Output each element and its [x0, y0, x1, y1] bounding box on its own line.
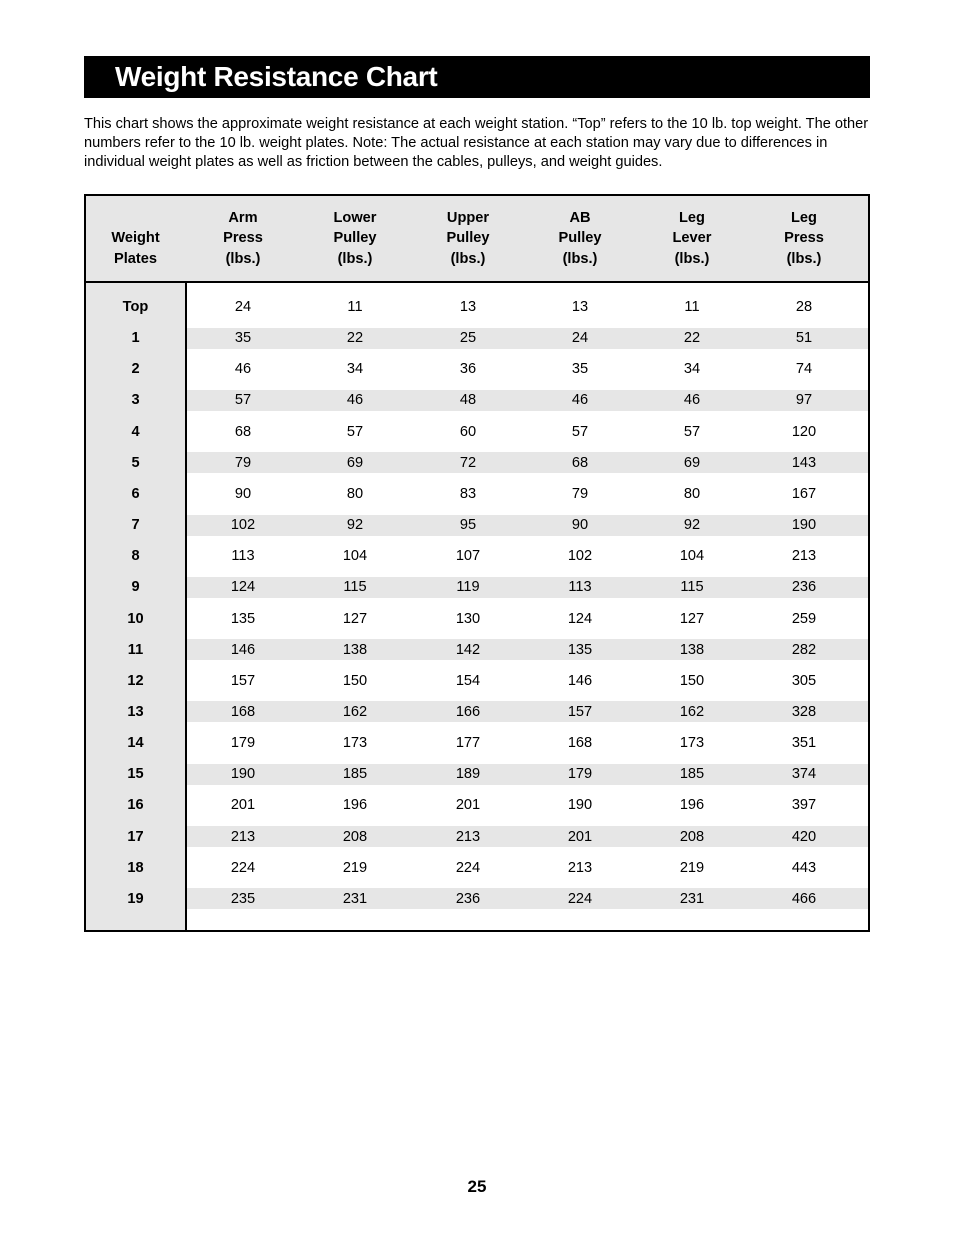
table-cell: 124 — [567, 610, 593, 627]
table-cell: 80 — [683, 485, 701, 502]
table-cell: 34 — [346, 361, 364, 378]
table-cell: 213 — [455, 828, 481, 845]
table-cell: 466 — [791, 890, 817, 907]
table-cell: 146 — [567, 672, 593, 689]
table-cell: 135 — [230, 610, 256, 627]
table-cell: 127 — [679, 610, 705, 627]
table-cell: 79 — [571, 485, 589, 502]
table-cell: 190 — [230, 766, 256, 783]
plate-count-label: 15 — [127, 766, 144, 783]
table-cell: 143 — [791, 454, 817, 471]
table-cell: 22 — [683, 330, 701, 347]
plate-count-label: 11 — [127, 641, 144, 658]
table-cell: 219 — [342, 859, 368, 876]
page-title: Weight Resistance Chart — [115, 61, 438, 92]
plate-count-label: 13 — [127, 703, 144, 720]
table-cell: 46 — [683, 392, 701, 409]
table-cell: 57 — [683, 423, 701, 440]
table-cell: 179 — [567, 766, 593, 783]
table-cell: 11 — [347, 299, 363, 315]
table-cell: 115 — [680, 579, 704, 596]
plate-count-label: 17 — [127, 828, 144, 845]
table-cell: 119 — [456, 579, 480, 596]
table-cell: 173 — [342, 735, 368, 752]
table-cell: 28 — [795, 299, 813, 315]
table-cell: 69 — [683, 454, 701, 471]
table-cell: 213 — [567, 859, 593, 876]
table-cell: 124 — [230, 579, 256, 596]
table-cell: 179 — [230, 735, 256, 752]
table-cell: 173 — [679, 735, 705, 752]
table-cell: 162 — [679, 703, 705, 720]
table-cell: 150 — [679, 672, 705, 689]
header-line: (lbs.) — [225, 250, 261, 267]
table-cell: 420 — [791, 828, 817, 845]
table-cell: 157 — [567, 703, 593, 720]
table-cell: 92 — [346, 517, 364, 534]
table-cell: 190 — [791, 517, 817, 534]
table-cell: 213 — [230, 828, 256, 845]
table-cell: 95 — [459, 517, 477, 534]
header-line: Pulley — [558, 230, 602, 247]
table-cell: 46 — [346, 392, 364, 409]
table-cell: 397 — [791, 797, 817, 814]
table-cell: 351 — [791, 735, 817, 752]
table-cell: 162 — [342, 703, 368, 720]
table-cell: 107 — [455, 548, 481, 565]
plate-count-label: Top — [122, 299, 149, 315]
table-cell: 219 — [679, 859, 705, 876]
table-cell: 51 — [795, 330, 813, 347]
table-cell: 113 — [231, 548, 255, 565]
table-cell: 236 — [455, 890, 481, 907]
table-cell: 60 — [459, 423, 477, 440]
table-cell: 185 — [679, 766, 705, 783]
column-header — [418, 196, 518, 281]
table-cell: 46 — [571, 392, 589, 409]
table-cell: 443 — [791, 859, 817, 876]
table-cell: 142 — [455, 641, 481, 658]
header-line: Pulley — [333, 230, 377, 247]
table-cell: 259 — [791, 610, 817, 627]
table-cell: 224 — [455, 859, 481, 876]
table-cell: 102 — [230, 517, 256, 534]
plate-count-label: 2 — [131, 361, 140, 378]
header-line: Leg — [791, 209, 817, 226]
table-cell: 11 — [684, 299, 700, 315]
table-cell: 74 — [795, 361, 813, 378]
table-cell: 146 — [230, 641, 256, 658]
table-cell: 196 — [679, 797, 705, 814]
table-cell: 80 — [346, 485, 364, 502]
table-cell: 72 — [459, 454, 477, 471]
table-cell: 57 — [346, 423, 364, 440]
table-cell: 79 — [234, 454, 252, 471]
table-cell: 36 — [459, 361, 477, 378]
table-cell: 13 — [571, 299, 589, 315]
table-cell: 46 — [234, 361, 252, 378]
table-cell: 24 — [234, 299, 252, 315]
plate-count-label: 19 — [127, 890, 144, 907]
table-cell: 213 — [791, 548, 817, 565]
table-cell: 224 — [567, 890, 593, 907]
table-cell: 138 — [342, 641, 368, 658]
header-line: Weight — [111, 230, 160, 246]
plate-count-label: 16 — [127, 797, 144, 814]
header-line: (lbs.) — [674, 250, 710, 267]
table-cell: 104 — [342, 548, 368, 565]
table-cell: 115 — [343, 579, 367, 596]
header-line: Lever — [672, 230, 712, 247]
table-cell: 48 — [459, 392, 477, 409]
table-cell: 282 — [791, 641, 817, 658]
table-cell: 104 — [679, 548, 705, 565]
plate-count-label: 3 — [131, 392, 140, 409]
table-cell: 13 — [459, 299, 477, 315]
table-cell: 83 — [459, 485, 477, 502]
table-cell: 34 — [683, 361, 701, 378]
table-cell: 235 — [230, 890, 256, 907]
table-cell: 25 — [459, 330, 477, 347]
table-cell: 102 — [567, 548, 593, 565]
title-bar — [84, 56, 870, 98]
plate-count-label: 1 — [131, 330, 140, 347]
table-cell: 35 — [234, 330, 252, 347]
table-cell: 305 — [791, 672, 817, 689]
header-line: (lbs.) — [562, 250, 598, 267]
column-header — [305, 196, 405, 281]
plate-count-label: 18 — [127, 859, 144, 876]
table-cell: 236 — [791, 579, 817, 596]
table-cell: 127 — [342, 610, 368, 627]
header-line: Press — [784, 230, 824, 247]
column-header — [193, 196, 293, 281]
table-cell: 224 — [230, 859, 256, 876]
plate-count-label: 4 — [131, 423, 140, 440]
table-cell: 97 — [795, 392, 813, 409]
plate-count-label: 14 — [127, 735, 144, 752]
table-cell: 328 — [791, 703, 817, 720]
table-cell: 92 — [683, 517, 701, 534]
header-line: Pulley — [446, 230, 490, 247]
table-cell: 189 — [455, 766, 481, 783]
table-cell: 90 — [234, 485, 252, 502]
table-cell: 208 — [342, 828, 368, 845]
table-cell: 167 — [791, 485, 817, 502]
header-line: (lbs.) — [337, 250, 373, 267]
table-cell: 374 — [791, 766, 817, 783]
table-cell: 231 — [342, 890, 368, 907]
plate-count-label: 8 — [131, 548, 140, 565]
table-cell: 154 — [455, 672, 481, 689]
table-cell: 208 — [679, 828, 705, 845]
table-cell: 113 — [568, 579, 592, 596]
table-cell: 231 — [679, 890, 705, 907]
plate-count-label: 9 — [131, 579, 140, 596]
table-cell: 168 — [567, 735, 593, 752]
table-cell: 68 — [234, 423, 252, 440]
header-line: (lbs.) — [786, 250, 822, 267]
table-cell: 185 — [342, 766, 368, 783]
header-line: Arm — [228, 209, 258, 226]
column-header — [642, 196, 742, 281]
header-line: Press — [223, 230, 263, 247]
table-cell: 130 — [455, 610, 481, 627]
column-header — [754, 196, 854, 281]
plate-count-label: 7 — [131, 517, 140, 534]
header-line: Leg — [679, 209, 705, 226]
plate-count-label: 10 — [127, 610, 144, 627]
header-line: AB — [569, 209, 591, 226]
table-cell: 135 — [567, 641, 593, 658]
table-cell: 24 — [571, 330, 589, 347]
table-cell: 168 — [230, 703, 256, 720]
page-number: 25 — [467, 1177, 487, 1196]
weight-resistance-table — [84, 194, 870, 932]
table-cell: 196 — [342, 797, 368, 814]
table-cell: 201 — [230, 797, 256, 814]
table-cell: 138 — [679, 641, 705, 658]
table-cell: 35 — [571, 361, 589, 378]
header-line: Lower — [333, 209, 377, 226]
table-cell: 68 — [571, 454, 589, 471]
table-cell: 69 — [346, 454, 364, 471]
table-cell: 190 — [567, 797, 593, 814]
table-cell: 57 — [234, 392, 252, 409]
plate-count-label: 5 — [131, 454, 140, 471]
table-cell: 90 — [571, 517, 589, 534]
table-cell: 22 — [346, 330, 364, 347]
table-cell: 120 — [791, 423, 817, 440]
intro-paragraph: This chart shows the approximate weight resistance at each weight station. “Top” refers to the 10 lb. top weight. The other numbers refer to the 10 lb. weight plates. Note: The actual resistance at each station may vary due to differences in individual weight plates as well as friction between the cables, pulleys, and weight guides. — [84, 116, 869, 170]
header-line: (lbs.) — [450, 250, 486, 267]
table-cell: 157 — [230, 672, 256, 689]
header-line: Plates — [114, 250, 157, 267]
table-cell: 150 — [342, 672, 368, 689]
table-cell: 201 — [567, 828, 593, 845]
column-header — [530, 196, 630, 281]
header-weight-plates — [86, 196, 185, 281]
plate-count-label: 12 — [127, 672, 144, 689]
header-line: Upper — [446, 209, 490, 226]
table-cell: 166 — [455, 703, 481, 720]
table-cell: 201 — [455, 797, 481, 814]
table-cell: 177 — [455, 735, 481, 752]
plate-count-label: 6 — [131, 485, 140, 502]
table-cell: 57 — [571, 423, 589, 440]
